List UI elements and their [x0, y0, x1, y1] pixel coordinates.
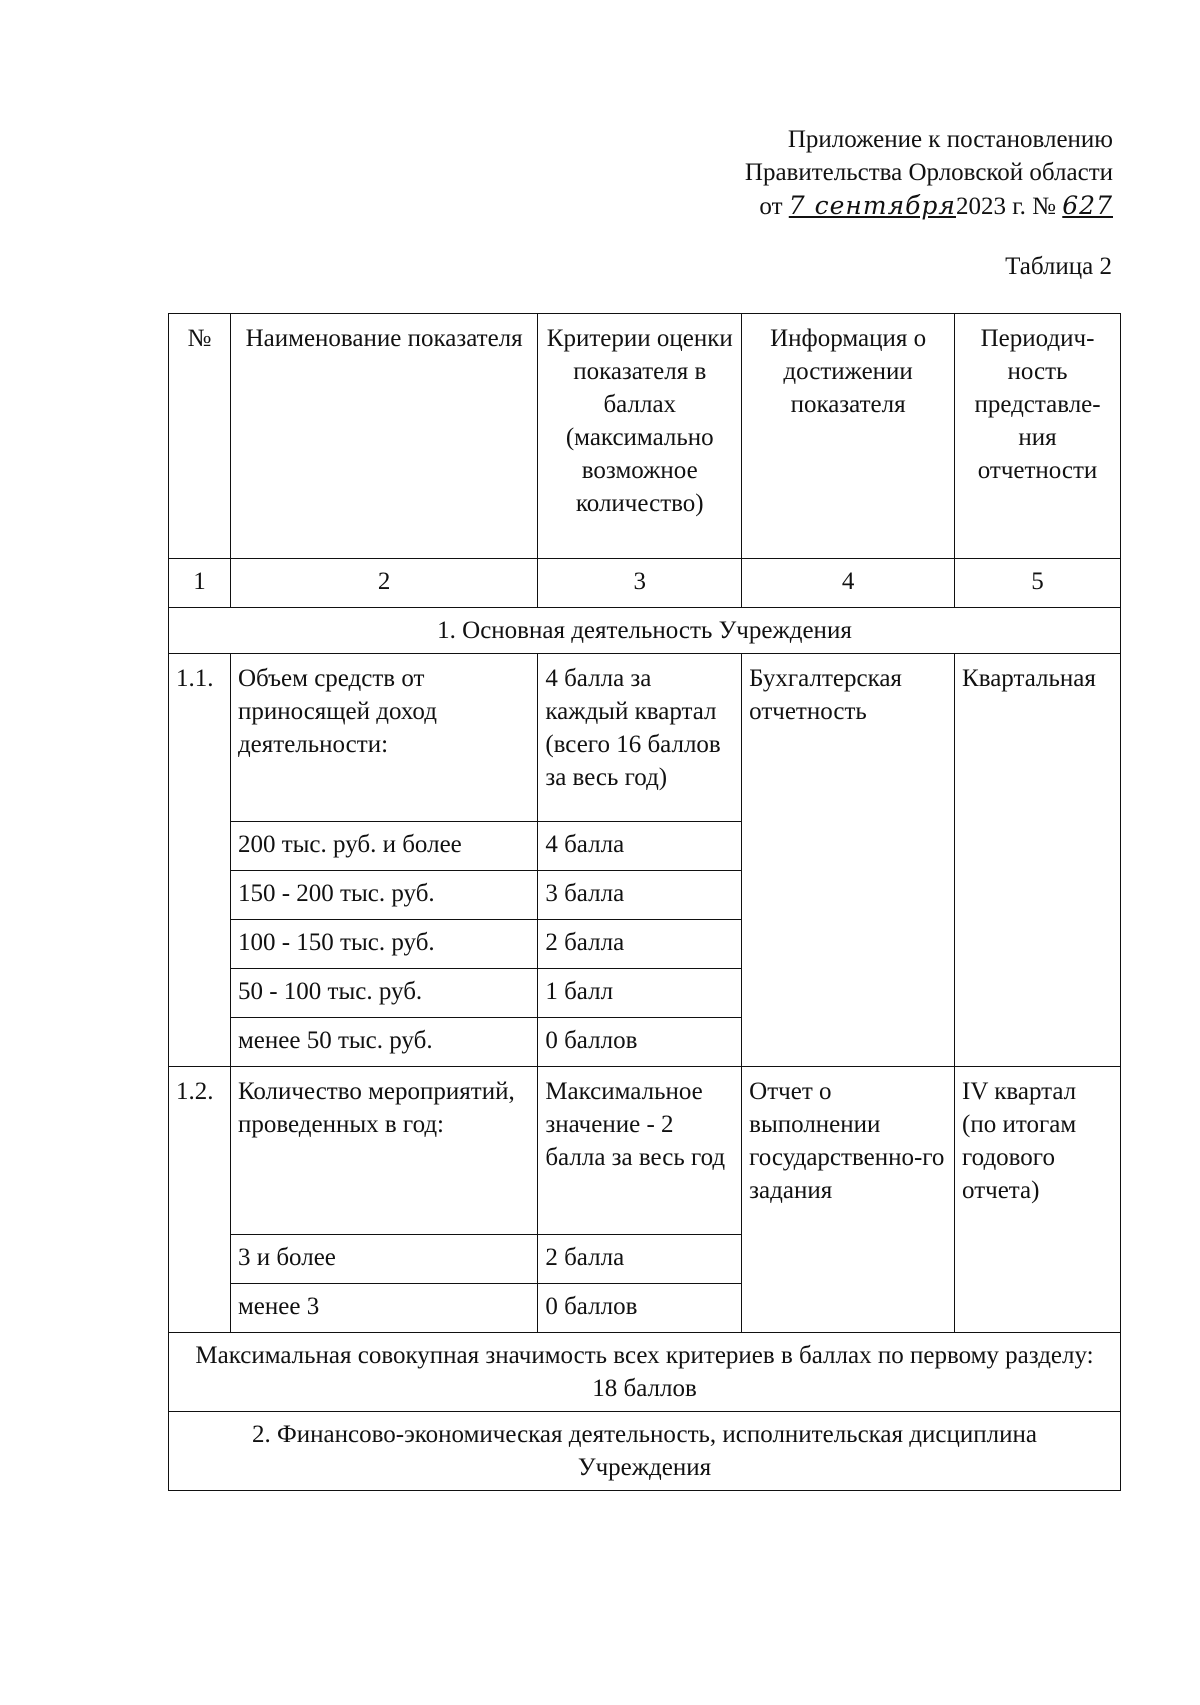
indicator-name: Объем средств от приносящей доход деятельности:	[230, 654, 537, 822]
header-year: 2023 г. №	[955, 193, 1057, 220]
header-number: №	[169, 314, 231, 559]
header-info: Информация о достижении показателя	[742, 314, 955, 559]
indicator-name: Количество мероприятий, проведенных в год:	[230, 1067, 537, 1235]
header-line-1: Приложение к постановлению	[787, 126, 1113, 153]
section-total-row	[169, 1333, 1121, 1412]
table-row	[169, 654, 1121, 822]
sub-criterion-score: 2 балла	[538, 1235, 742, 1284]
section-1-total: Максимальная совокупная значимость всех критериев в баллах по первому разделу: 18 баллов	[169, 1333, 1121, 1412]
sub-criterion-score: 0 баллов	[538, 1284, 742, 1333]
header-periodicity: Периодич-ность представле-ния отчетности	[955, 314, 1121, 559]
sub-criterion-score: 0 баллов	[538, 1018, 742, 1067]
sub-criterion-score: 4 балла	[538, 822, 742, 871]
header-prefix: от	[759, 193, 783, 220]
indicators-table	[168, 313, 1121, 1491]
indicator-periodicity: Квартальная	[955, 654, 1121, 1067]
sub-criterion-label: менее 50 тыс. руб.	[230, 1018, 537, 1067]
indicator-info: Отчет о выполнении государственно-го задания	[742, 1067, 955, 1333]
column-number: 5	[955, 559, 1121, 608]
section-title-row	[169, 608, 1121, 654]
row-number: 1.1.	[169, 654, 231, 1067]
table-header-row	[169, 314, 1121, 559]
sub-criterion-label: 150 - 200 тыс. руб.	[230, 871, 537, 920]
column-number: 4	[742, 559, 955, 608]
sub-criterion-label: 200 тыс. руб. и более	[230, 822, 537, 871]
table-caption: Таблица 2	[1005, 253, 1112, 280]
indicator-periodicity: IV квартал (по итогам годового отчета)	[955, 1067, 1121, 1333]
sub-criterion-label: 100 - 150 тыс. руб.	[230, 920, 537, 969]
header-line-2: Правительства Орловской области	[744, 159, 1113, 186]
header-criteria: Критерии оценки показателя в баллах (максимально возможное количество)	[538, 314, 742, 559]
indicator-criteria: 4 балла за каждый квартал (всего 16 баллов за весь год)	[538, 654, 742, 822]
document-header	[745, 123, 1113, 223]
section-title-row	[169, 1412, 1121, 1491]
handwritten-number: 627	[1062, 191, 1113, 220]
header-line-3	[745, 189, 1113, 223]
sub-criterion-score: 1 балл	[538, 969, 742, 1018]
row-number: 1.2.	[169, 1067, 231, 1333]
indicator-info: Бухгалтерская отчетность	[742, 654, 955, 1067]
column-number: 1	[169, 559, 231, 608]
sub-criterion-score: 3 балла	[538, 871, 742, 920]
column-number: 3	[538, 559, 742, 608]
sub-criterion-label: менее 3	[230, 1284, 537, 1333]
handwritten-date: 7 сентября	[788, 191, 956, 220]
section-1-title: 1. Основная деятельность Учреждения	[169, 608, 1121, 654]
header-indicator-name: Наименование показателя	[230, 314, 537, 559]
table-row	[169, 1067, 1121, 1235]
column-number-row	[169, 559, 1121, 608]
indicator-criteria: Максимальное значение - 2 балла за весь год	[538, 1067, 742, 1235]
sub-criterion-label: 3 и более	[230, 1235, 537, 1284]
column-number: 2	[230, 559, 537, 608]
sub-criterion-score: 2 балла	[538, 920, 742, 969]
sub-criterion-label: 50 - 100 тыс. руб.	[230, 969, 537, 1018]
section-2-title: 2. Финансово-экономическая деятельность, исполнительская дисциплина Учреждения	[169, 1412, 1121, 1491]
